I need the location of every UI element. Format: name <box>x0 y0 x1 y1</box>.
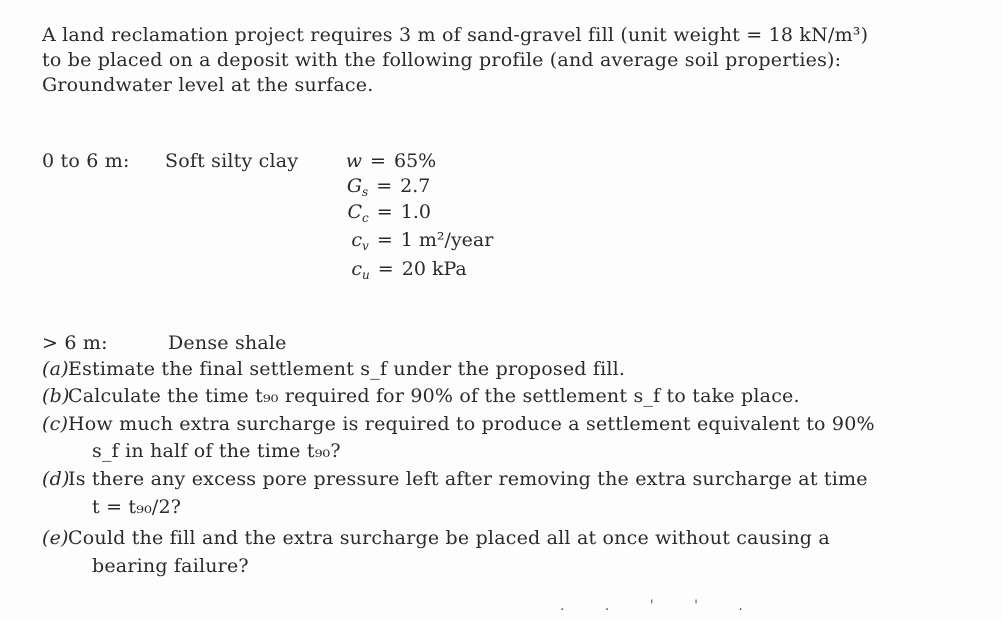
intro-line-3: Groundwater level at the surface. <box>42 74 374 96</box>
prop-value: 1.0 <box>400 201 431 223</box>
intro-line-1: A land reclamation project requires 3 m of sand-gravel fill (unit weight = 18 kN/m³) <box>42 24 869 46</box>
layer1-depth: 0 to 6 m: <box>42 150 130 172</box>
question-text: Is there any excess pore pressure left after removing the extra surcharge at time <box>68 468 868 490</box>
question-c-continued: s_f in half of the time t₉₀? <box>92 440 341 462</box>
prop-symbol: w <box>345 150 362 172</box>
prop-value: 1 m²/year <box>400 229 494 251</box>
prop-symbol: C <box>347 201 362 223</box>
question-text: Calculate the time t₉₀ required for 90% of the settlement s_f to take place. <box>68 385 800 407</box>
question-e <box>42 527 830 549</box>
prop-value: 65% <box>394 150 437 172</box>
question-letter: (b) <box>42 385 70 407</box>
question-letter: (d) <box>42 468 70 490</box>
layer2-soil: Dense shale <box>168 332 287 354</box>
prop-symbol: c <box>351 258 362 280</box>
question-a <box>42 358 625 380</box>
question-letter: (a) <box>42 358 69 380</box>
prop-equals: = <box>376 201 393 223</box>
prop-equals: = <box>370 150 386 172</box>
question-text: Could the fill and the extra surcharge be placed all at once without causing a <box>68 527 830 549</box>
prop-equals: = <box>376 175 393 197</box>
question-d-continued: t = t₉₀/2? <box>92 496 182 518</box>
question-letter: (c) <box>42 413 69 435</box>
prop-symbol: G <box>346 175 362 197</box>
question-letter: (e) <box>42 527 69 549</box>
layer2-depth: > 6 m: <box>42 332 108 354</box>
prop-undrained-strength: $c_u = 20$ kPa <box>328 258 467 286</box>
prop-compression-index: $C_c = 1.0$ <box>328 201 431 229</box>
prop-specific-gravity: $G_s = 2.7$ <box>328 175 430 203</box>
question-text: Estimate the final settlement s_f under the proposed fill. <box>68 358 626 380</box>
prop-symbol: c <box>351 229 362 251</box>
scan-marks: . . ' ' . <box>560 598 761 614</box>
intro-line-2: to be placed on a deposit with the following profile (and average soil properties): <box>42 49 842 71</box>
prop-consolidation-coefficient: $c_v = 1$ m²/year <box>328 229 493 257</box>
question-c <box>42 413 875 435</box>
prop-equals: = <box>376 229 393 251</box>
prop-value: 2.7 <box>400 175 431 197</box>
question-e-continued: bearing failure? <box>92 555 249 577</box>
question-d <box>42 468 868 490</box>
layer1-soil: Soft silty clay <box>165 150 299 172</box>
question-b <box>42 385 800 407</box>
prop-water-content <box>328 150 436 178</box>
prop-equals: = <box>377 258 394 280</box>
question-text: How much extra surcharge is required to produce a settlement equivalent to 90% <box>68 413 875 435</box>
prop-value: 20 kPa <box>401 258 467 280</box>
